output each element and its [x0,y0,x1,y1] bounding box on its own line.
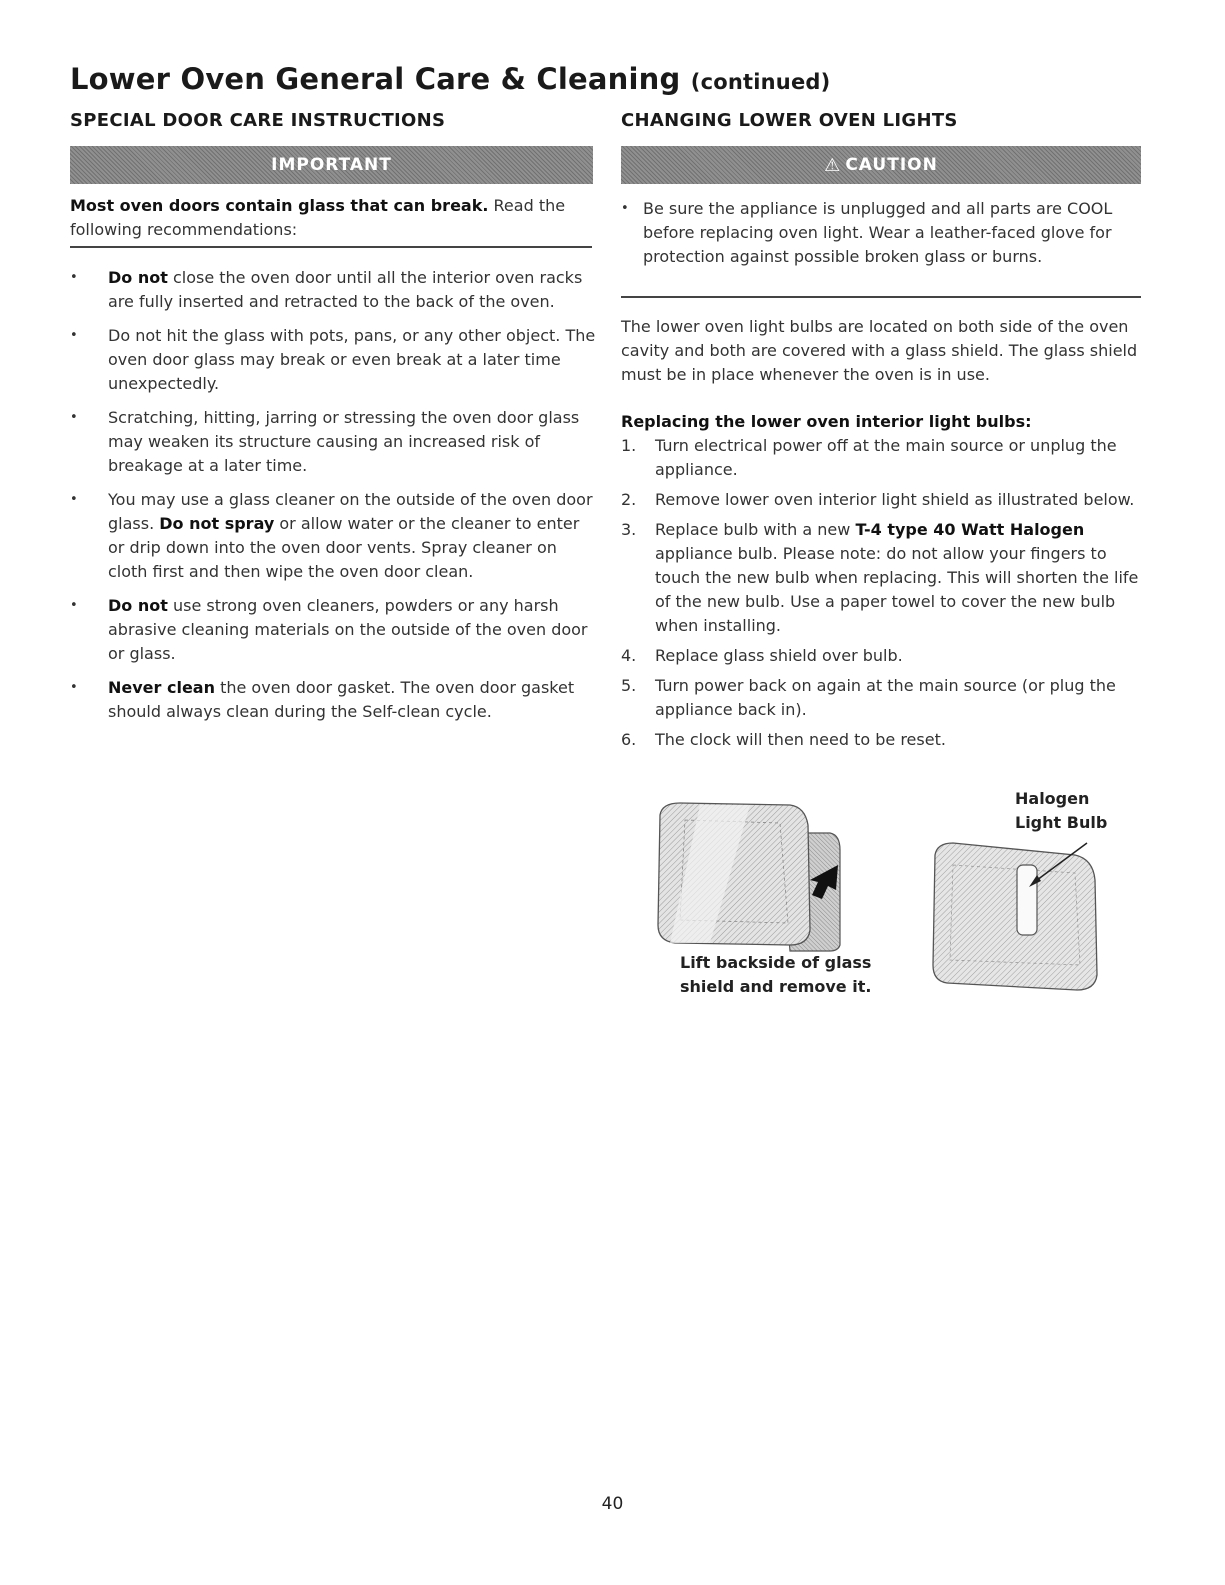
step-text: Turn electrical power off at the main source or unplug the appliance. [655,436,1117,479]
step-text: Remove lower oven interior light shield as illustrated below. [655,490,1135,509]
caution-banner-label: CAUTION [845,155,938,175]
replacement-steps [621,434,1143,758]
page-title-suffix: (continued) [690,70,831,94]
step-item [621,518,1143,638]
door-care-item-bold: Never clean [108,678,215,697]
door-care-item-pre: You may use a glass cleaner on the outside of the oven door glass. [108,490,593,533]
door-care-item [70,406,598,478]
step-number: 2. [621,490,637,509]
right-section-heading: CHANGING LOWER OVEN LIGHTS [621,110,958,131]
door-care-item-text: use strong oven cleaners, powders or any harsh abrasive cleaning materials on the outside of the oven door or glass. [108,596,588,663]
glass-shield-removal-illustration [640,795,860,955]
figure2-caption: Halogen Light Bulb [1015,789,1108,832]
step-pre: Replace bulb with a new [655,520,856,539]
step-item [621,644,1143,668]
door-care-item-bold: Do not spray [159,514,275,533]
door-care-list [70,266,598,734]
step-number: 6. [621,730,637,749]
step-item [621,434,1143,482]
important-intro-rest: Read the following recommendations: [70,196,566,239]
door-care-item-text: or allow water or the cleaner to enter or drip down into the oven door vents. Spray cleaner on cloth first and then wipe the oven door clean. [108,514,580,581]
page-number: 40 [601,1494,624,1514]
door-care-item [70,324,598,396]
important-banner-label: IMPORTANT [271,155,392,175]
door-care-item [70,266,598,314]
door-care-item [70,594,598,666]
step-text: appliance bulb. Please note: do not allow your fingers to touch the new bulb when replacing. This will shorten the life of the new bulb. Use a paper towel to cover the new bulb when installing. [655,544,1139,635]
door-care-item-text: close the oven door until all the interior oven racks are fully inserted and retracted to the back of the oven. [108,268,583,311]
door-care-item-text: Do not hit the glass with pots, pans, or any other object. The oven door glass may break or even break at a later time unexpectedly. [108,326,596,393]
caution-banner [621,146,1141,184]
important-intro-bold: Most oven doors contain glass that can break. [70,196,489,215]
step-number: 1. [621,436,637,455]
halogen-bulb-illustration [925,835,1105,995]
door-care-item-bold: Do not [108,268,168,287]
important-divider [70,246,592,248]
page-title-text: Lower Oven General Care & Cleaning [70,62,681,96]
warning-triangle-icon: ⚠ [824,154,842,176]
step-item [621,488,1143,512]
page-title [70,62,830,96]
important-banner [70,146,593,184]
figure1-caption: Lift backside of glass shield and remove it. [680,953,872,996]
door-care-item-text: the oven door gasket. The oven door gasket should always clean during the Self-clean cycle. [108,678,575,721]
left-section-heading: SPECIAL DOOR CARE INSTRUCTIONS [70,110,446,131]
step-text: The clock will then need to be reset. [655,730,946,749]
caution-list [621,197,1141,279]
step-text: Turn power back on again at the main source (or plug the appliance back in). [655,676,1116,719]
steps-heading: Replacing the lower oven interior light bulbs: [621,412,1032,431]
step-number: 3. [621,520,637,539]
door-care-item [70,488,598,584]
step-text: Replace glass shield over bulb. [655,646,903,665]
important-intro [70,194,593,242]
door-care-item [70,676,598,724]
caution-item [621,197,1141,269]
light-housing-shape [933,843,1097,990]
bulb-location-paragraph: The lower oven light bulbs are located on both side of the oven cavity and both are covered with a glass shield. The glass shield must be in place whenever the oven is in use. [621,317,1138,384]
door-care-item-text: Scratching, hitting, jarring or stressing the oven door glass may weaken its structure causing an increased risk of breakage at a later time. [108,408,580,475]
caution-divider [621,296,1141,298]
step-number: 5. [621,676,637,695]
step-number: 4. [621,646,637,665]
halogen-bulb-shape [1017,865,1037,935]
step-item [621,728,1143,752]
door-care-item-bold: Do not [108,596,168,615]
caution-item-text: Be sure the appliance is unplugged and all parts are COOL before replacing oven light. Wear a leather-faced glove for protection against possible broken glass or burns. [643,199,1113,266]
step-item [621,674,1143,722]
step-bold: T-4 type 40 Watt Halogen [855,520,1085,539]
